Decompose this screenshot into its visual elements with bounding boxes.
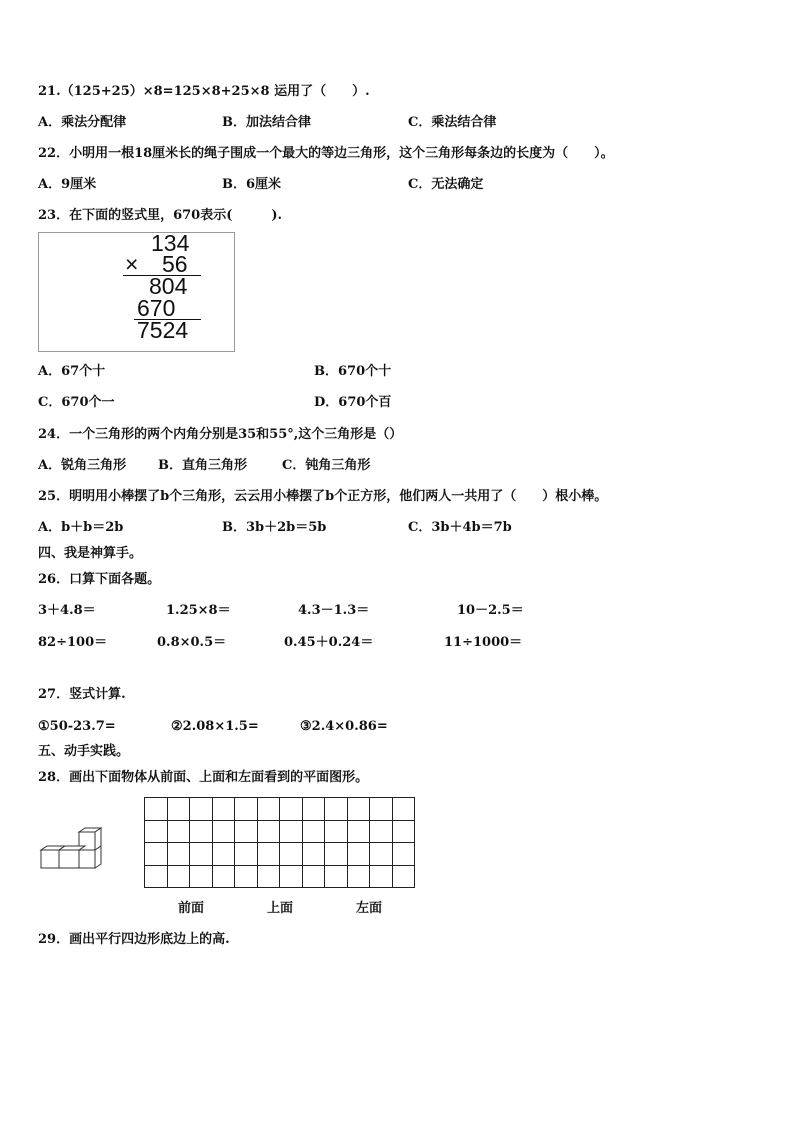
q27-item: ①50-23.7=	[38, 719, 116, 734]
q25-option-c[interactable]: C．3b＋4b＝7b	[408, 520, 512, 535]
q22-option-b[interactable]: B．6厘米	[222, 177, 282, 192]
q23-stem: 23．在下面的竖式里，670表示( ).	[38, 208, 283, 223]
caption-front: 前面	[178, 901, 205, 916]
q28-stem: 28．画出下面物体从前面、上面和左面看到的平面图形。	[38, 770, 369, 785]
q21-option-b[interactable]: B．加法结合律	[222, 115, 311, 130]
cube-stack-figure	[38, 826, 104, 872]
q23-option-b[interactable]: B．670个十	[314, 364, 392, 379]
grid-line-horizontal	[144, 797, 415, 798]
q23-option-c[interactable]: C．670个一	[38, 395, 115, 410]
vm-partial-2: 670	[137, 295, 176, 321]
q23-option-a[interactable]: A．67个十	[38, 364, 106, 379]
q27-stem: 27．竖式计算.	[38, 687, 126, 702]
q27-item: ②2.08×1.5=	[171, 719, 259, 734]
vm-multiplier: 56	[162, 251, 188, 277]
drawing-grid[interactable]	[144, 797, 415, 888]
q24-option-c[interactable]: C．钝角三角形	[282, 458, 371, 473]
section-4-heading: 四、我是神算手。	[38, 546, 143, 561]
q22-option-a[interactable]: A．9厘米	[38, 177, 97, 192]
q26-stem: 26．口算下面各题。	[38, 572, 161, 587]
grid-line-horizontal	[144, 887, 415, 888]
section-5-heading: 五、动手实践。	[38, 744, 130, 759]
caption-left: 左面	[356, 901, 383, 916]
q25-stem: 25．明明用小棒摆了b个三角形，云云用小棒摆了b个正方形，他们两人一共用了（ ）根小棒。	[38, 489, 608, 504]
vertical-multiplication-figure	[38, 232, 235, 352]
q26-item: 4.3－1.3＝	[298, 603, 370, 618]
caption-top: 上面	[267, 901, 294, 916]
q26-item: 0.45＋0.24＝	[284, 635, 374, 650]
q26-item: 10－2.5＝	[457, 603, 524, 618]
vm-partial-1: 804	[149, 273, 188, 299]
q25-option-a[interactable]: A．b＋b＝2b	[38, 520, 124, 535]
q29-stem: 29．画出平行四边形底边上的高.	[38, 932, 230, 947]
q25-option-b[interactable]: B．3b＋2b＝5b	[222, 520, 327, 535]
q22-option-c[interactable]: C．无法确定	[408, 177, 484, 192]
q26-item: 82÷100＝	[38, 635, 108, 650]
q22-stem: 22．小明用一根18厘米长的绳子围成一个最大的等边三角形，这个三角形每条边的长度为（ ）。	[38, 146, 614, 161]
q26-item: 11÷1000＝	[444, 635, 523, 650]
grid-line-horizontal	[144, 865, 415, 866]
q27-item: ③2.4×0.86=	[300, 719, 388, 734]
vm-multiplicand: 134	[151, 230, 190, 256]
q21-stem: 21.（125+25）×8=125×8+25×8 运用了（ ）.	[38, 84, 370, 99]
q24-stem: 24．一个三角形的两个内角分别是35和55°,这个三角形是（）	[38, 427, 403, 442]
grid-line-horizontal	[144, 820, 415, 821]
q26-item: 0.8×0.5＝	[157, 635, 227, 650]
vm-times-sign: ×	[125, 251, 139, 277]
q23-option-d[interactable]: D．670个百	[314, 395, 392, 410]
vm-product: 7524	[137, 317, 189, 343]
q26-item: 3＋4.8＝	[38, 603, 96, 618]
q24-option-a[interactable]: A．锐角三角形	[38, 458, 127, 473]
grid-line-horizontal	[144, 842, 415, 843]
q24-option-b[interactable]: B．直角三角形	[158, 458, 247, 473]
q21-option-a[interactable]: A．乘法分配律	[38, 115, 127, 130]
q26-item: 1.25×8＝	[166, 603, 231, 618]
q21-option-c[interactable]: C．乘法结合律	[408, 115, 497, 130]
